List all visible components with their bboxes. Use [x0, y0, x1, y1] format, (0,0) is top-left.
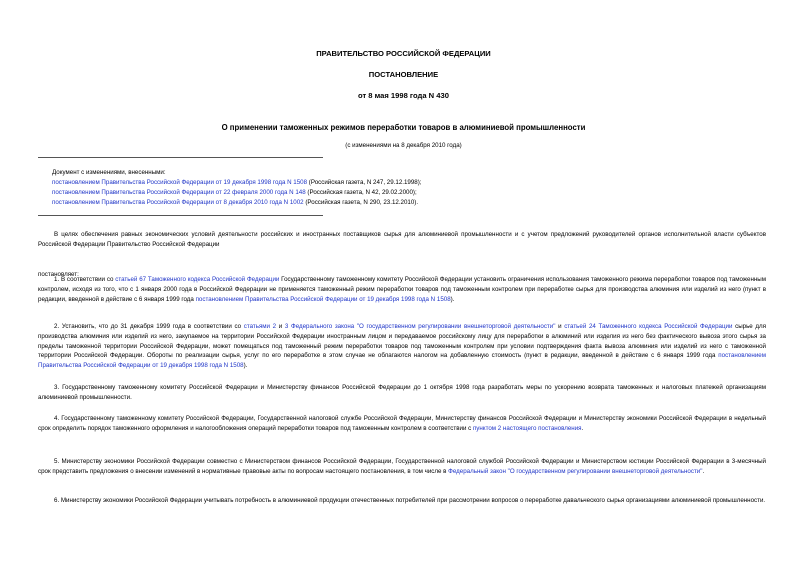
- law-link[interactable]: Федеральный закон "О государственном регулировании внешнеторговой деятельности": [448, 467, 703, 475]
- changes-item: [52, 198, 752, 208]
- document-date-number: от 8 мая 1998 года N 430: [358, 91, 449, 100]
- text-run: 2. Установить, что до 31 декабря 1999 года в соответствии со: [54, 323, 244, 330]
- paragraph-4: [38, 414, 766, 434]
- text-run: .: [581, 424, 584, 432]
- preamble-paragraph: В целях обеспечения равных экономических условий деятельности российских и иностранных поставщиков сырья для алюминиевой промышленности и с учетом предложений руководителей органов исполнительной власти субъектов Российской Федерации Правительство Российской Федерации: [38, 231, 766, 248]
- text-run: 4. Государственному таможенному комитету Российской Федерации, Государственной налоговой службе Российской Федерации, Министерству финансов Российской Федерации и Министерству экономики Российской Федерации в недельный срок определить порядок таможенного оформления и налогообложения операций переработки товаров под таможенным контролем в соответствии с: [38, 415, 766, 432]
- law-link[interactable]: статьей 24 Таможенного кодекса Российской Федерации: [564, 323, 733, 330]
- text-run: .: [702, 467, 705, 475]
- amendment-link[interactable]: постановлением Правительства Российской Федерации от 22 февраля 2000 года N 148: [52, 189, 306, 196]
- amendment-link[interactable]: постановлением Правительства Российской Федерации от 19 декабря 1998 года N 1508: [38, 352, 766, 370]
- paragraph-5: [38, 457, 766, 477]
- law-link[interactable]: 3 Федерального закона "О государственном регулировании внешнеторговой деятельности": [284, 323, 556, 330]
- amendment-link[interactable]: постановлением Правительства Российской Федерации от 19 декабря 1998 года N 1508: [195, 295, 451, 303]
- amendment-source: (Российская газета, N 290, 23.12.2010).: [303, 199, 419, 206]
- paragraph-3: 3. Государственному таможенному комитету Российской Федерации и Министерству финансов Российской Федерации до 1 октября 1998 года разработать меры по ускорению возврата таможенных и налоговых платежей организациям алюминиевой промышленности.: [38, 384, 766, 401]
- changes-item: [52, 178, 752, 188]
- text-run: 5. Министерству экономики Российской Федерации совместно с Министерством финансов Российской Федерации, Государственной налоговой службой Российской Федерации и Министерством юстиции Российской Федерации в 3-месячный срок представить предложения о внесении изменений в нормативные правовые акты по вопросам настоящего постановления, в том числе в: [38, 458, 766, 475]
- text-run: и: [276, 323, 285, 330]
- paragraph-6: 6. Министерству экономики Российской Федерации учитывать потребность в алюминиевой продукции отечественных потребителей при рассмотрении вопросов о переработке давальческого сырья организациями алюминиевой промышленности.: [54, 497, 766, 504]
- text-run: ).: [243, 362, 248, 370]
- changes-intro: Документ с изменениями, внесенными:: [52, 169, 166, 176]
- law-link[interactable]: статьей 67 Таможенного кодекса Российской Федерации: [115, 276, 280, 283]
- document-type: ПОСТАНОВЛЕНИЕ: [368, 70, 439, 79]
- text-run: ).: [450, 295, 455, 303]
- document-title: О применении таможенных режимов переработки товаров в алюминиевой промышленности: [221, 123, 586, 132]
- amendment-source: (Российская газета, N 42, 29.02.2000);: [305, 189, 417, 196]
- changes-block: [52, 168, 752, 208]
- amendment-source: (Российская газета, N 247, 29.12.1998);: [307, 179, 422, 186]
- amendment-link[interactable]: постановлением Правительства Российской Федерации от 19 декабря 1998 года N 1508: [52, 179, 308, 186]
- paragraph-1: [38, 275, 766, 304]
- text-run: и: [555, 323, 565, 330]
- government-heading: ПРАВИТЕЛЬСТВО РОССИЙСКОЙ ФЕДЕРАЦИИ: [316, 49, 491, 58]
- paragraph-2: [38, 322, 766, 371]
- amendment-link[interactable]: постановлением Правительства Российской Федерации от 8 декабря 2010 года N 1002: [52, 199, 304, 206]
- text-run: сырье для производства алюминия или изделий из него, закупаемое на территории Российской Федерации иностранным лицом и передаваемое российскому лицу для переработки в алюминий или изделия из него без фактического вывоза этого сырья за пределы таможенной территории Российской Федерации, может помещаться под таможенный режим переработки товаров под таможенным контролем при условии подтверждения факта вывоза алюминия или изделий из него с таможенной территории Российской Федерации. Обороты по реализации сырья, услуг по его переработке в этом случае не облагаются налогом на добавленную стоимость (пункт в редакции, введенной в действие с 6 января 1999 года: [38, 323, 766, 360]
- resolves-line: постановляет:: [38, 271, 79, 279]
- divider-top: [38, 157, 323, 158]
- internal-link[interactable]: пунктом 2 настоящего постановления: [472, 424, 582, 432]
- law-link[interactable]: статьями 2: [243, 323, 277, 330]
- text-run: Государственному таможенному комитету Российской Федерации установить ограничения использования таможенного режима переработки товаров под таможенным контролем, исходя из того, что с 1 января 2000 года в Российской Федерации не применяется таможенный режим переработки товаров под таможенным контролем при переработке сырья для производства алюминия или изделий из него (пункт в редакции, введенной в действие с 6 января 1999 года: [38, 276, 767, 303]
- text-run: 1. В соответствии со: [54, 276, 116, 283]
- changes-item: [52, 188, 752, 198]
- edition-note: (с изменениями на 8 декабря 2010 года): [345, 142, 462, 149]
- divider-bottom: [38, 215, 323, 216]
